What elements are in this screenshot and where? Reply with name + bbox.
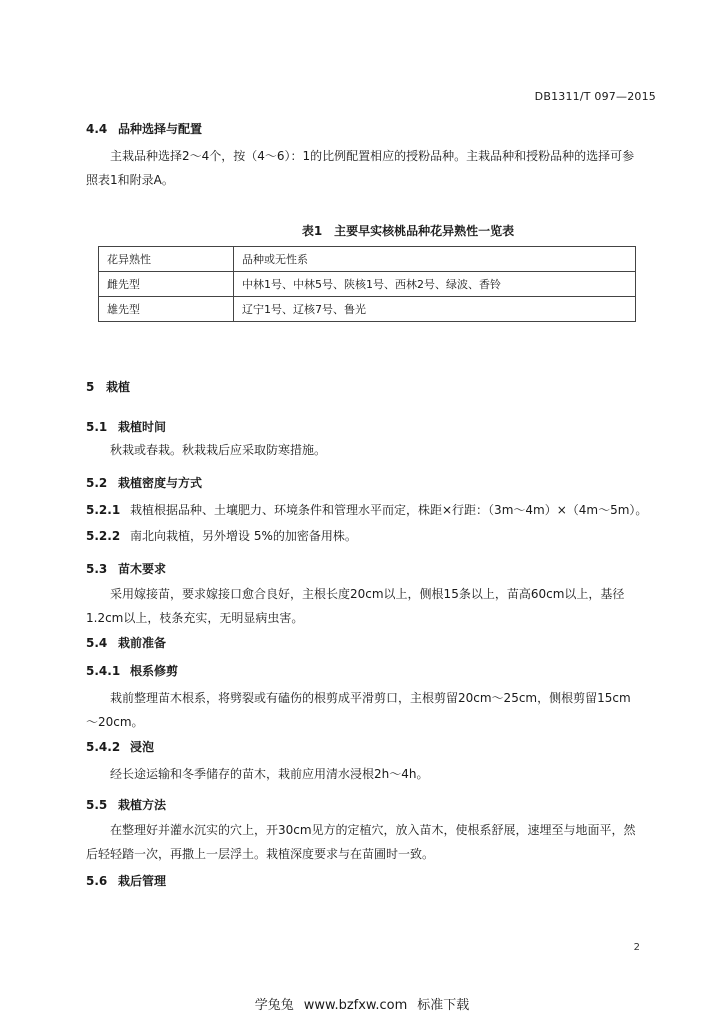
footer-tagline: 标准下载 bbox=[417, 998, 470, 1013]
footer-watermark bbox=[0, 994, 724, 1013]
section-5-4-1-text: 栽前整理苗木根系，将劈裂或有磕伤的根剪成平滑剪口，主根剪留20cm～25cm，侧根剪留15cm～20cm。 bbox=[86, 691, 631, 729]
section-number: 5.4 bbox=[86, 636, 108, 650]
section-5-4-heading bbox=[86, 634, 166, 651]
section-text: 南北向栽植，另外增设 5%的加密备用株。 bbox=[130, 529, 357, 543]
section-5-heading bbox=[86, 378, 130, 395]
table-cell: 中林1号、中林5号、陕核1号、西林2号、绿波、香铃 bbox=[234, 272, 636, 297]
section-title: 栽前准备 bbox=[118, 636, 167, 650]
section-4-4-text: 主栽品种选择2～4个，按（4～6）：1的比例配置相应的授粉品种。主栽品种和授粉品种的选择可参照表1和附录A。 bbox=[86, 149, 635, 187]
page-number: 2 bbox=[633, 942, 640, 953]
section-5-2-2 bbox=[86, 524, 357, 548]
table-cell: 辽宁1号、辽核7号、鲁光 bbox=[234, 297, 636, 322]
table-header-cell: 品种或无性系 bbox=[234, 247, 636, 272]
section-5-2-heading bbox=[86, 474, 202, 491]
section-5-6-heading bbox=[86, 872, 166, 889]
section-number: 5.4.1 bbox=[86, 664, 121, 678]
table-row bbox=[99, 297, 636, 322]
section-5-1-text: 秋栽或春栽。秋栽栽后应采取防寒措施。 bbox=[110, 443, 327, 457]
variety-table bbox=[98, 246, 636, 322]
section-5-3-text: 采用嫁接苗，要求嫁接口愈合良好，主根长度20cm以上，侧根15条以上，苗高60cm以上，基径1.2cm以上，枝条充实，无明显病虫害。 bbox=[86, 587, 625, 625]
section-number: 5.2 bbox=[86, 476, 108, 490]
section-number: 5.2.2 bbox=[86, 529, 121, 543]
section-title: 栽植 bbox=[106, 380, 131, 394]
section-number: 5.5 bbox=[86, 798, 108, 812]
section-title: 品种选择与配置 bbox=[118, 122, 203, 136]
footer-url[interactable]: www.bzfxw.com bbox=[303, 998, 408, 1013]
section-5-5-text: 在整理好并灌水沉实的穴上，开30cm见方的定植穴，放入苗木，使根系舒展，速埋至与地面平，然后轻轻踏一次，再撒上一层浮土。栽植深度要求与在苗圃时一致。 bbox=[86, 823, 636, 861]
section-5-4-2-text: 经长途运输和冬季储存的苗木，栽前应用清水浸根2h～4h。 bbox=[110, 767, 429, 781]
section-5-4-2-heading bbox=[86, 738, 154, 755]
section-number: 4.4 bbox=[86, 122, 108, 136]
section-number: 5.6 bbox=[86, 874, 108, 888]
section-title: 栽植时间 bbox=[118, 420, 167, 434]
section-5-4-1-heading bbox=[86, 662, 178, 679]
section-5-3-heading bbox=[86, 560, 166, 577]
section-5-1-heading bbox=[86, 418, 166, 435]
table-row bbox=[99, 272, 636, 297]
table-header-row bbox=[99, 247, 636, 272]
section-number: 5.2.1 bbox=[86, 503, 121, 517]
section-4-4-heading bbox=[86, 120, 202, 137]
table-cell: 雄先型 bbox=[99, 297, 234, 322]
section-title: 栽植密度与方式 bbox=[118, 476, 203, 490]
section-title: 栽后管理 bbox=[118, 874, 167, 888]
document-number: DB1311/T 097—2015 bbox=[534, 90, 656, 103]
section-title: 根系修剪 bbox=[130, 664, 179, 678]
footer-site-name: 学兔兔 bbox=[254, 998, 294, 1013]
section-5-5-heading bbox=[86, 796, 166, 813]
section-title: 浸泡 bbox=[130, 740, 155, 754]
section-title: 苗木要求 bbox=[118, 562, 167, 576]
table-caption: 表1 主要早实核桃品种花异熟性一览表 bbox=[301, 224, 515, 238]
section-number: 5 bbox=[86, 380, 95, 394]
table-cell: 雌先型 bbox=[99, 272, 234, 297]
section-number: 5.1 bbox=[86, 420, 108, 434]
table-header-cell: 花异熟性 bbox=[99, 247, 234, 272]
section-number: 5.3 bbox=[86, 562, 108, 576]
section-title: 栽植方法 bbox=[118, 798, 167, 812]
section-text: 栽植根据品种、土壤肥力、环境条件和管理水平而定，株距×行距：（3m～4m）×（4m～5m）。 bbox=[130, 503, 648, 517]
section-5-2-1 bbox=[86, 498, 647, 522]
section-number: 5.4.2 bbox=[86, 740, 121, 754]
